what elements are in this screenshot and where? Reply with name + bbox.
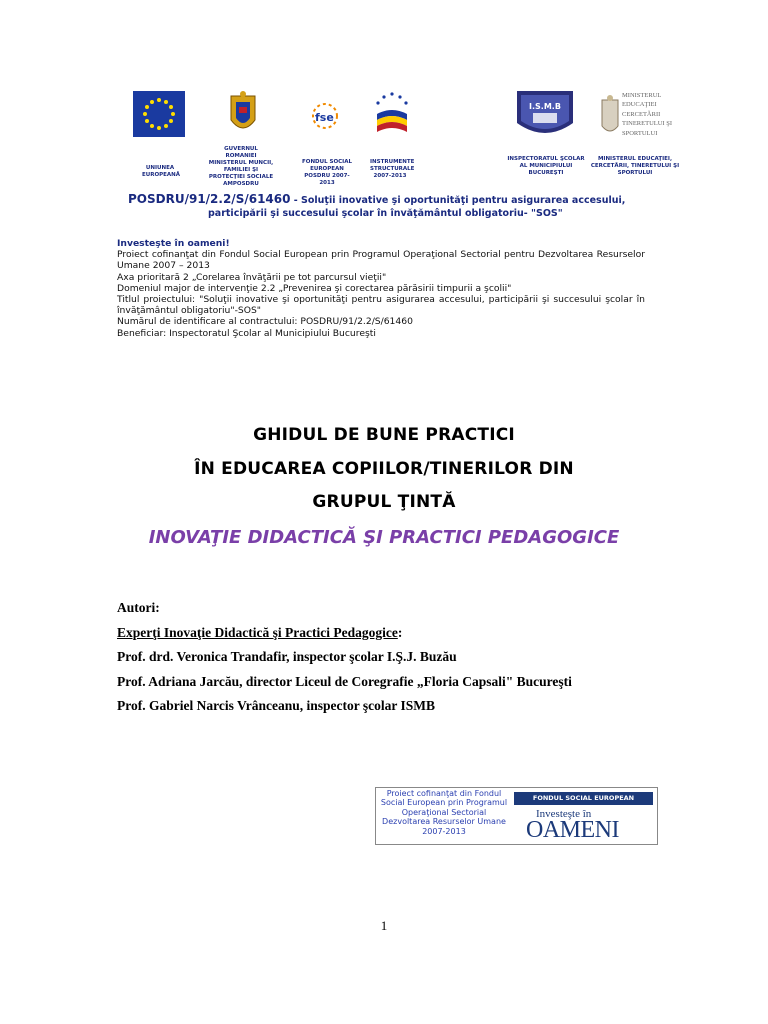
footer-cofinance-text: Proiect cofinanţat din Fondul Social European prin Programul Operaţional Sectorial Dezvoltarea Resurselor Umane 2007-2013 [380,789,508,836]
author-item: Prof. Adriana Jarcău, director Liceul de Coregrafie „Floria Capsali" Bucureşti [117,673,572,689]
author-item: Prof. drd. Veronica Trandafir, inspector şcolar I.Ş.J. Buzău [117,649,457,664]
author-item: Prof. Gabriel Narcis Vrânceanu, inspector şcolar ISMB [117,698,435,713]
project-info [117,238,645,339]
eu-caption: UNIUNEA EUROPEANĂ [142,165,181,178]
title-line-2: ÎN EDUCAREA COPIILOR/TINERILOR DIN [194,459,574,479]
instrumente-structurale-logo [372,90,412,140]
subtitle: INOVAŢIE DIDACTICĂ ŞI PRACTICI PEDAGOGICE [148,527,620,548]
info-line: Domeniul major de intervenţie 2.2 „Prevenirea şi corectarea părăsirii timpurii a şcolii" [117,282,512,294]
page-number: 1 [380,918,388,933]
ismb-mark: I.S.M.B [529,102,561,111]
ministry-mark: MINISTERUL EDUCAŢIEI CERCETĂRII TINERETULUI ŞI SPORTULUI [622,92,673,137]
footer-oameni: OAMENI [526,817,619,843]
ministry-education-logo [598,90,680,142]
footer-investeste: Investeşte în [536,808,592,820]
men-caption: MINISTERUL EDUCAŢIEI, CERCETĂRII, TINERETULUI ŞI SPORTULUI [590,156,680,176]
authors-block [117,596,572,719]
info-line: Titlul proiectului: "Soluţii inovative şi oportunităţi pentru asigurarea accesului, participării şi succesului şcolar în învăţământul obligatoriu"-SOS" [117,294,645,317]
project-header [128,191,688,220]
eu-flag-logo [133,91,185,137]
info-line: Beneficiar: Inspectoratul Şcolar al Municipiului Bucureşti [117,327,376,339]
project-desc-1: - Soluţii inovative şi oportunităţi pentru asigurarea accesului, [290,195,626,206]
invest-slogan: Investeşte în oameni! [117,238,230,249]
fse-mark: fse [315,111,334,124]
ismb-caption: INSPECTORATUL ŞCOLAR AL MUNICIPIULUI BUCUREŞTI [507,156,585,176]
experts-group [117,621,572,646]
info-line: Numărul de identificare al contractului: POSDRU/91/2.2/S/61460 [117,316,413,328]
info-line: Proiect cofinanţat din Fondul Social European prin Programul Operaţional Sectorial pentru Dezvoltarea Resurselor Umane 2007 – 2013 [117,249,645,272]
experts-group-colon: : [397,624,403,640]
experts-group-label: Experţi Inovaţie Didactică şi Practici Pedagogice [117,624,398,640]
romania-coat-of-arms-logo [228,90,258,140]
project-code: POSDRU/91/2.2/S/61460 [128,192,291,206]
title-line-1: GHIDUL DE BUNE PRACTICI [253,425,515,445]
fse-logo [305,100,345,132]
title-line-3: GRUPUL ŢINTĂ [312,492,456,512]
footer-fse-logo [375,787,658,845]
ismb-logo [515,89,575,143]
fse-caption: FONDUL SOCIAL EUROPEAN POSDRU 2007-2013 [302,159,352,186]
is-caption: INSTRUMENTE STRUCTURALE 2007-2013 [370,159,415,179]
authors-heading: Autori: [117,600,160,615]
footer-fse-band: FONDUL SOCIAL EUROPEAN [514,792,653,805]
gov-caption: GUVERNUL ROMANIEI MINISTERUL MUNCII, FAMILIEI ŞI PROTECŢIEI SOCIALE AMPOSDRU [208,146,274,187]
info-line: Axa prioritară 2 „Corelarea învăţării pe tot parcursul vieţii" [117,271,387,283]
project-desc-2: participării şi succesului şcolar în învăţământul obligatoriu- "SOS" [208,208,563,219]
